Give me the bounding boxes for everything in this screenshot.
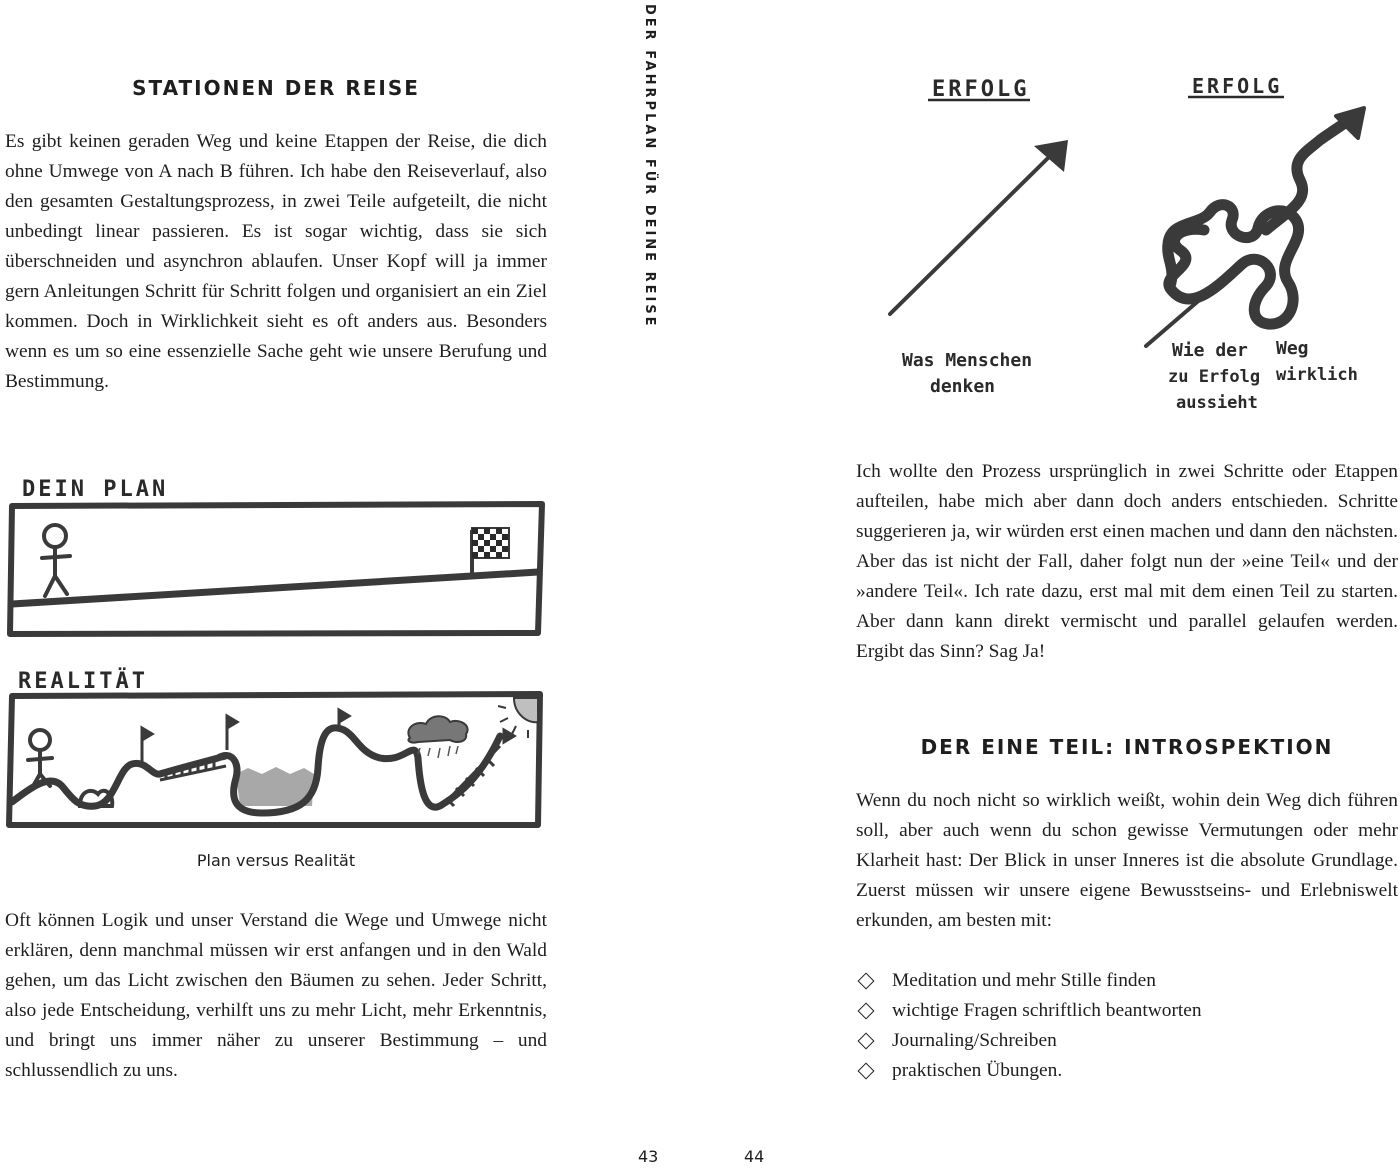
finish-flag-icon bbox=[472, 528, 509, 574]
list-item-text: Journaling/Schreiben bbox=[892, 1030, 1057, 1051]
ladder bbox=[440, 746, 500, 808]
left-heading: STATIONEN DER REISE bbox=[132, 76, 420, 100]
list-item bbox=[856, 1026, 1396, 1056]
right-caption-line-1: Wie der bbox=[1172, 340, 1248, 361]
success-title-right: ERFOLG bbox=[1192, 74, 1283, 98]
page-number-left: 43 bbox=[638, 1147, 659, 1166]
page-number-right: 44 bbox=[744, 1147, 765, 1166]
bullet-list bbox=[856, 966, 1396, 1086]
diamond-bullet-icon bbox=[858, 1033, 875, 1050]
right-heading: DER EINE TEIL: INTROSPEKTION bbox=[920, 735, 1334, 759]
list-item-text: Meditation und mehr Stille finden bbox=[892, 970, 1156, 991]
plan-ground-line bbox=[12, 572, 538, 604]
right-caption-line-5: aussieht bbox=[1176, 393, 1258, 413]
tangled-arrow-icon bbox=[1146, 108, 1364, 346]
right-caption-line-3: zu Erfolg bbox=[1168, 367, 1261, 387]
right-paragraph-2: Wenn du noch nicht so wirklich weißt, wohin dein Weg dich führen soll, aber auch wenn du schon gewisse Vermutungen oder mehr Klarheit hast: Der Blick in unser Inneres ist die absolute Grundlage. Zuerst müssen wir unsere eigene Bewusstseins- und Erlebniswelt erkunden, am besten mit: bbox=[856, 790, 1398, 931]
left-paragraph-1: Es gibt keinen geraden Weg und keine Etappen der Reise, die dich ohne Umwege von A nach B führen. Ich habe den Reiseverlauf, also den gesamten Gestaltungsprozess, in zwei Teile aufgeteilt, die nicht unbedingt linear passieren. Es ist sogar wichtig, dass sie sich überschneiden und asynchron ablaufen. Unser Kopf will ja immer gern Anleitungen Schritt für Schritt folgen und organisiert an ein Ziel kommen. Doch in Wirklichkeit sieht es oft anders aus. Besonders wenn es um so eine essenzielle Sache geht wie unsere Berufung und Bestimmung. bbox=[5, 131, 547, 392]
figure-caption: Plan versus Realität bbox=[196, 851, 356, 870]
plan-frame bbox=[10, 504, 542, 634]
list-item-text: praktischen Übungen. bbox=[892, 1060, 1063, 1081]
reality-label: REALITÄT bbox=[18, 669, 148, 694]
success-illustration bbox=[870, 60, 1390, 420]
left-paragraph-2: Oft können Logik und unser Verstand die Wege und Umwege nicht erklären, denn manchmal müssen wir erst anfangen und in den Wald gehen, um das Licht zwischen den Bäumen zu sehen. Jeder Schritt, also jede Entscheidung, verhilft uns zu mehr Licht, mehr Erkenntnis, und bringt uns immer näher zu unserer Bestimmung – und schlussendlich zu uns. bbox=[5, 910, 547, 1081]
stick-figure-icon bbox=[42, 525, 70, 596]
success-title-left: ERFOLG bbox=[932, 77, 1030, 102]
straight-arrow-icon bbox=[890, 140, 1068, 314]
diamond-bullet-icon bbox=[858, 1063, 875, 1080]
list-item bbox=[856, 996, 1396, 1026]
right-paragraph-1: Ich wollte den Prozess ursprünglich in zwei Schritte oder Etappen aufteilen, habe mich aber dann doch anders entschieden. Schritte suggerieren ja, wir würden erst einen machen und dann den nächsten. Aber das ist nicht der Fall, daher folgt nun der »eine Teil« und der »andere Teil«. Ich rate dazu, erst mal mit dem einen Teil zu starten. Aber dann kann direkt vermischt und parallel gelaufen werden. Ergibt das Sinn? Sag Ja! bbox=[856, 461, 1398, 662]
running-title: DER FAHRPLAN FÜR DEINE REISE bbox=[642, 4, 657, 329]
list-item-text: wichtige Fragen schriftlich beantworten bbox=[892, 1000, 1202, 1021]
diamond-bullet-icon bbox=[858, 1003, 875, 1020]
list-item bbox=[856, 966, 1396, 996]
right-caption-line-4: wirklich bbox=[1276, 365, 1358, 385]
left-caption-line-2: denken bbox=[930, 376, 996, 397]
right-caption-line-2: Weg bbox=[1276, 338, 1309, 359]
left-caption-line-1: Was Menschen bbox=[902, 350, 1033, 371]
diamond-bullet-icon bbox=[858, 973, 875, 990]
plan-label: DEIN PLAN bbox=[22, 477, 169, 502]
list-item bbox=[856, 1056, 1396, 1086]
plan-vs-reality-illustration bbox=[0, 468, 560, 838]
